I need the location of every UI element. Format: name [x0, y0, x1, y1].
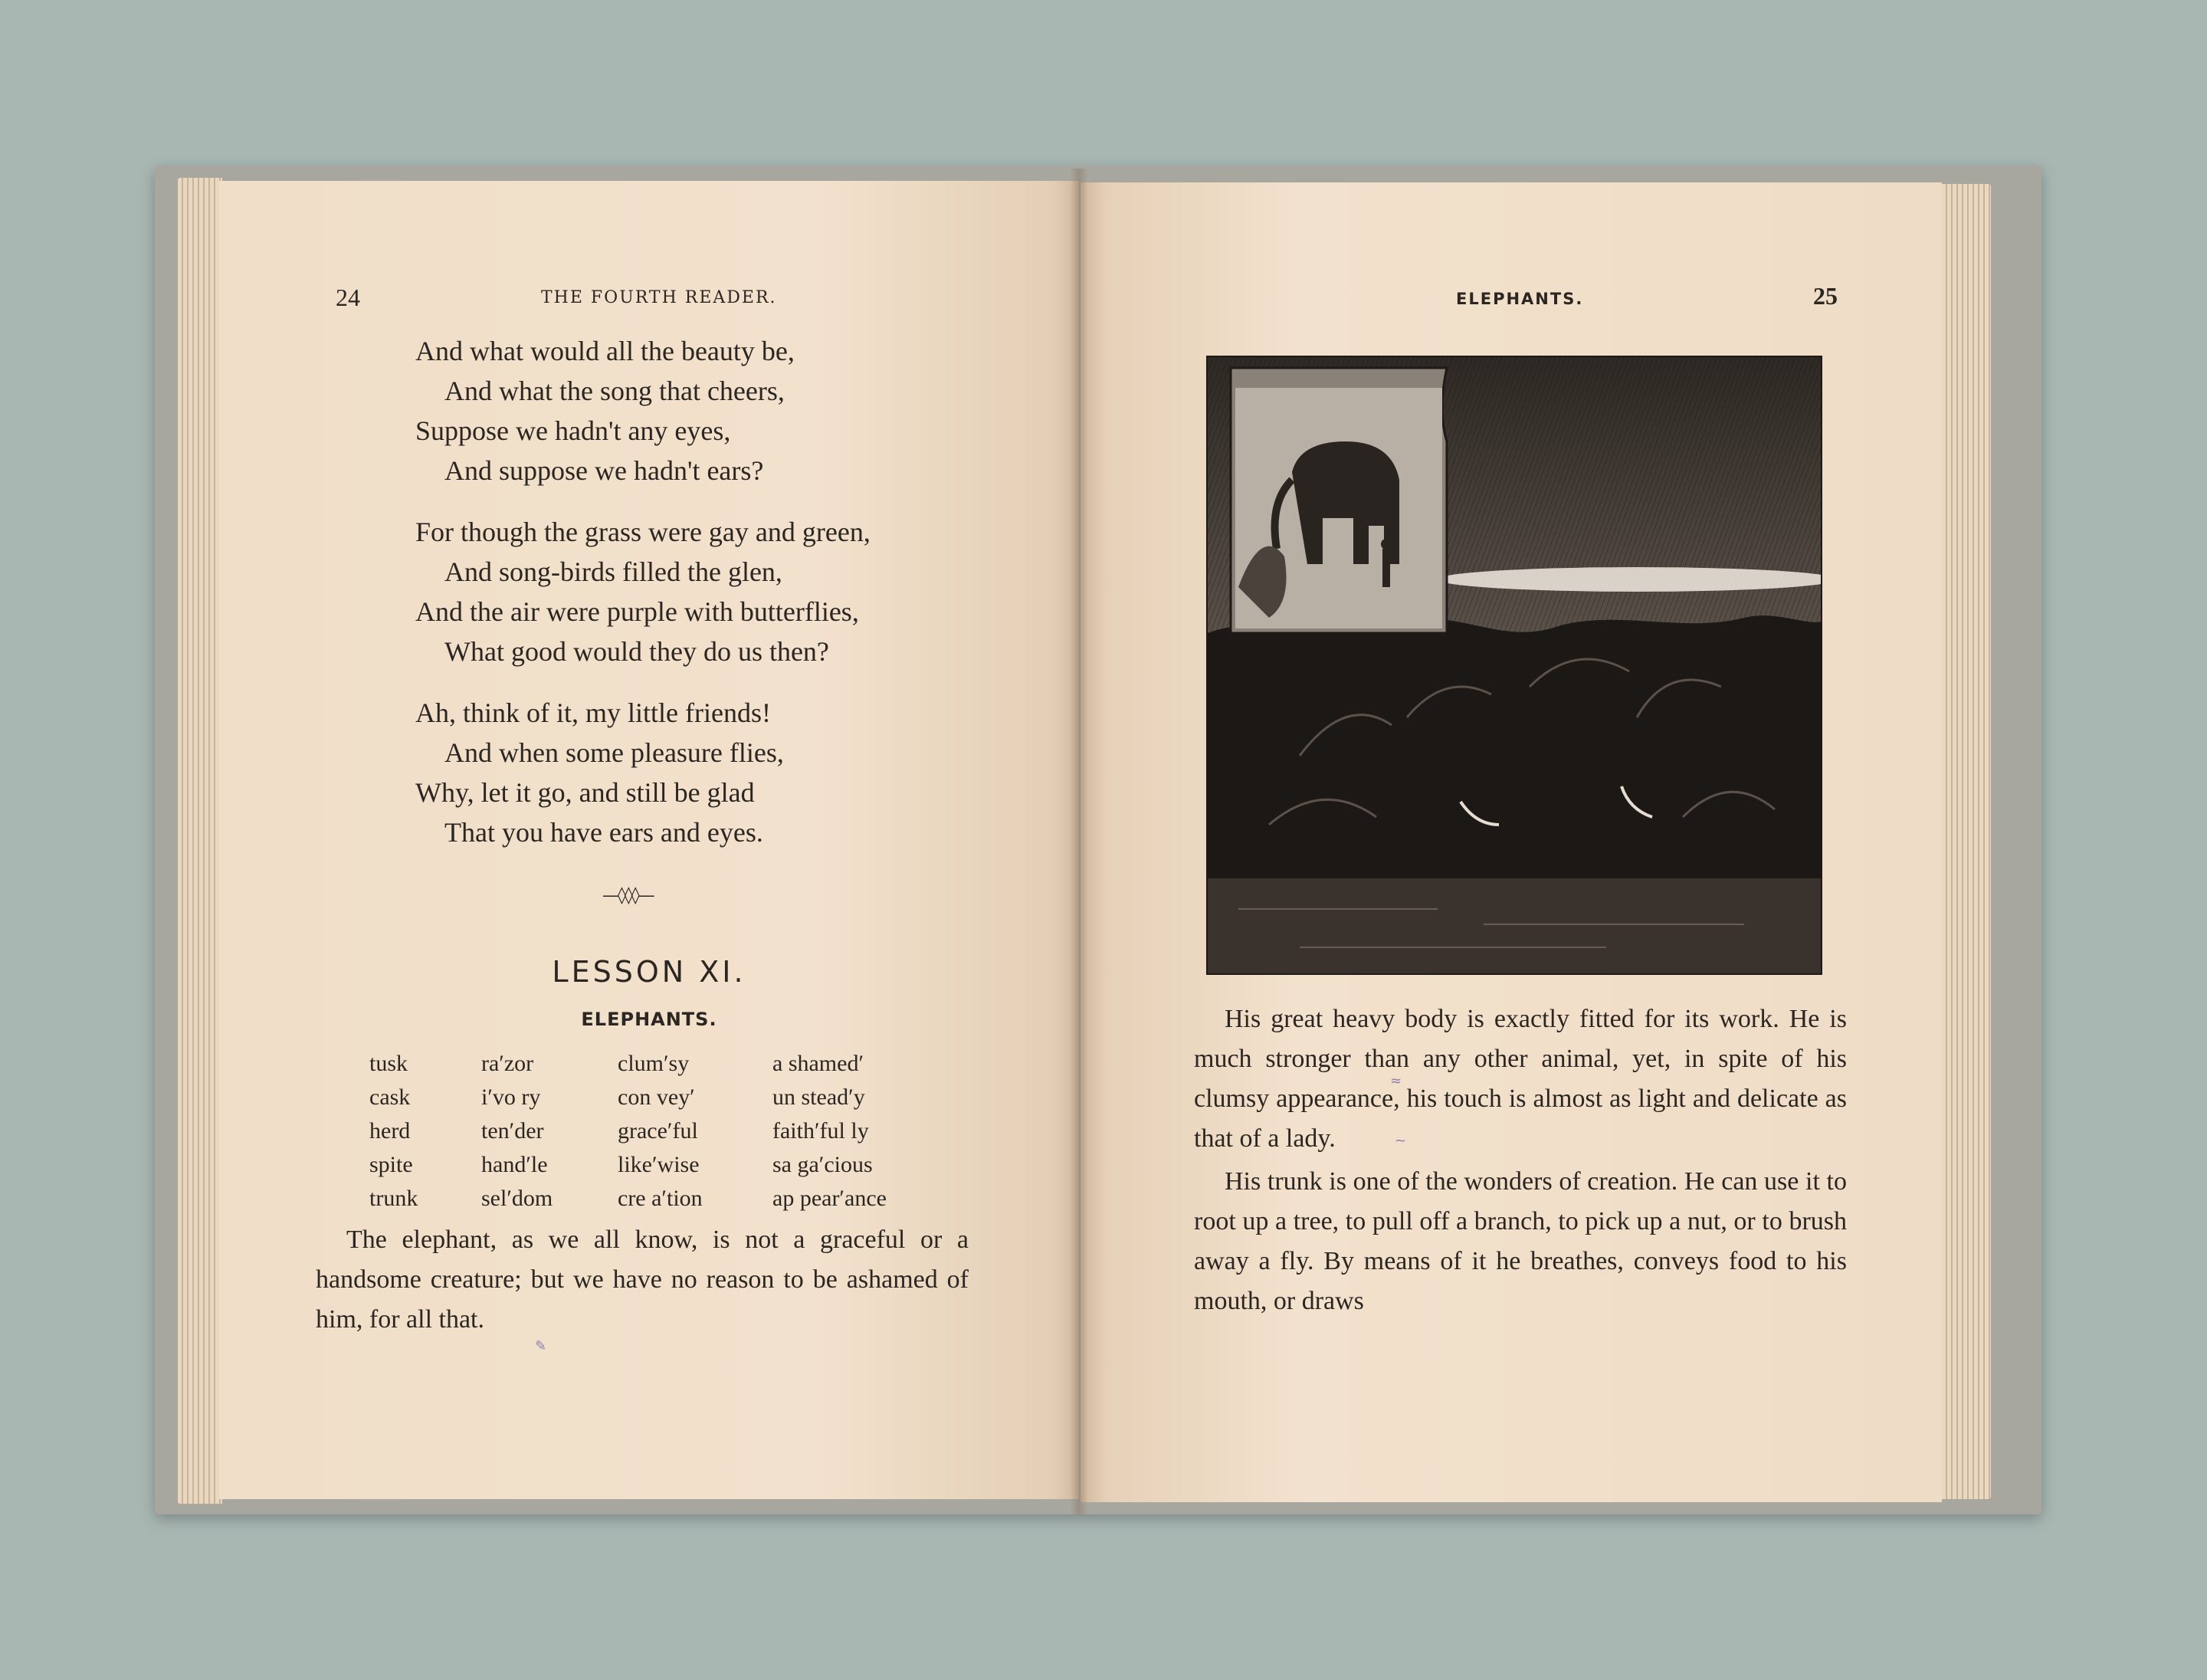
poem-line: And the air were purple with butterflies, [415, 596, 859, 627]
vocab-word: ra′zor [481, 1051, 534, 1076]
vocab-word: sel′dom [481, 1186, 553, 1211]
poem-line: What good would they do us then? [444, 636, 829, 667]
lesson-paragraph [316, 1220, 969, 1340]
vocab-word: clum′sy [618, 1051, 690, 1076]
poem-line: And what would all the beauty be, [415, 336, 795, 366]
spine-gutter [1070, 169, 1088, 1514]
vocab-word: hand′le [481, 1152, 548, 1177]
running-head-right: ELEPHANTS. [1456, 290, 1584, 308]
vocab-word: like′wise [618, 1152, 700, 1177]
poem-line: And when some pleasure flies, [444, 737, 784, 768]
vocab-word: cask [369, 1084, 411, 1110]
vocab-word: herd [369, 1118, 411, 1144]
left-page-edges [178, 178, 222, 1504]
vocab-word: grace′ful [618, 1118, 698, 1144]
paragraph: His trunk is one of the wonders of creation. He can use it to root up a tree, to pull off a branch, to pick up a nut, or to brush away a fly. By means of it he breathes, conveys food to his mouth, or draws [1194, 1167, 1847, 1315]
poem-line: Why, let it go, and still be glad [415, 777, 755, 808]
vocab-word: cre a′tion [618, 1186, 703, 1211]
poem-stanza [415, 331, 1028, 491]
engraving-art [1208, 357, 1821, 973]
vocab-word: trunk [369, 1186, 418, 1211]
vocab-word: tusk [369, 1051, 408, 1076]
vocab-word: sa ga′cious [772, 1152, 873, 1177]
poem [415, 331, 1028, 874]
pencil-mark: ✎ [535, 1338, 547, 1354]
vocab-column [369, 1047, 418, 1216]
left-page [219, 181, 1079, 1499]
vocab-word: ten′der [481, 1118, 544, 1144]
vocab-word: ap pear′ance [772, 1186, 887, 1211]
page-number-right: 25 [1813, 282, 1838, 310]
right-page [1081, 182, 1942, 1502]
article-body [1194, 999, 1847, 1321]
vocab-word: i′vo ry [481, 1084, 541, 1110]
vocab-word: spite [369, 1152, 413, 1177]
running-head-left: THE FOURTH READER. [541, 288, 777, 307]
pencil-mark: ≈ [1390, 1073, 1402, 1089]
poem-line: And what the song that cheers, [444, 376, 785, 406]
vocab-word: con vey′ [618, 1084, 695, 1110]
vocab-word: faith′ful ly [772, 1118, 869, 1144]
right-page-edges [1940, 184, 1991, 1499]
poem-line: Suppose we hadn't any eyes, [415, 415, 731, 446]
vocab-word: un stead′y [772, 1084, 865, 1110]
lesson-title: LESSON XI. [552, 955, 746, 989]
paragraph: His great heavy body is exactly fitted for its work. He is much stronger than any other animal, yet, in spite of his clumsy appearance, his touch is almost as light and delicate as that of a lady. [1194, 1005, 1847, 1153]
poem-stanza [415, 512, 1028, 671]
poem-stanza [415, 693, 1028, 852]
vocab-column [772, 1047, 887, 1216]
poem-line: For though the grass were gay and green, [415, 517, 871, 547]
poem-line: And suppose we hadn't ears? [444, 455, 764, 486]
vocab-word: a shamed′ [772, 1051, 864, 1076]
poem-line: And song-birds filled the glen, [444, 556, 782, 587]
lesson-subtitle: ELEPHANTS. [581, 1009, 717, 1030]
ornament-divider: —◊◊◊— [602, 886, 654, 905]
vocab-column [481, 1047, 553, 1216]
elephant-illustration [1206, 356, 1822, 975]
pencil-mark: ~ [1395, 1133, 1407, 1149]
vocab-column [618, 1047, 703, 1216]
poem-line: That you have ears and eyes. [444, 817, 763, 848]
poem-line: Ah, think of it, my little friends! [415, 697, 771, 728]
page-number-left: 24 [336, 284, 360, 311]
paragraph: The elephant, as we all know, is not a graceful or a handsome creature; but we have no reason to be ashamed of him, for all that. [316, 1226, 969, 1334]
